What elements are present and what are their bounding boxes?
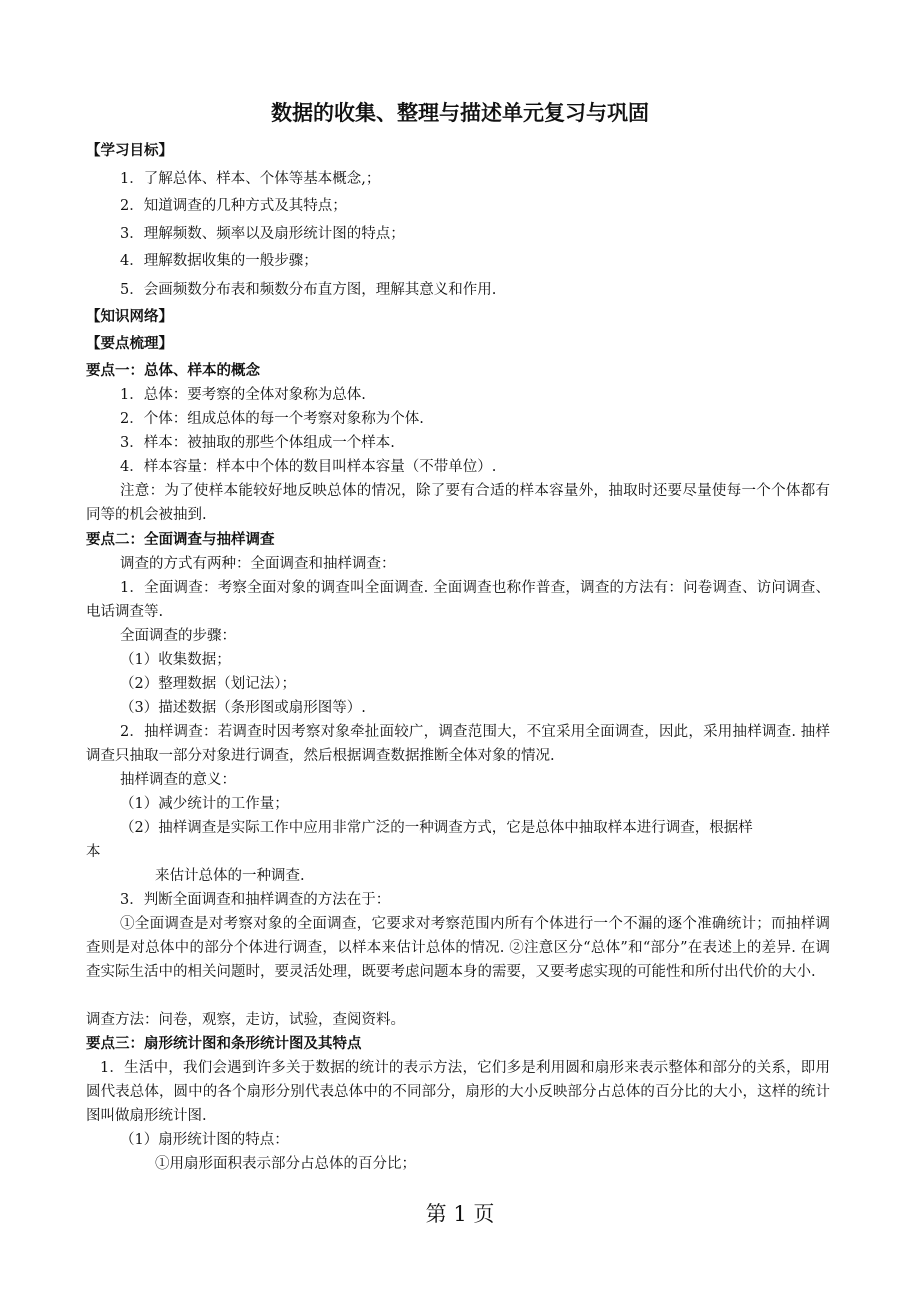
goal-item: 5．会画频数分布表和频数分布直方图，理解其意义和作用. [120,282,497,298]
step-item: （1）收集数据； [120,652,231,668]
pie-chart-sub-item: ①用扇形面积表示部分占总体的百分比； [155,1156,416,1172]
steps-title: 全面调查的步骤： [120,628,236,644]
meaning-item-cont: 本 [86,844,101,860]
pie-chart-sub: （1）扇形统计图的特点： [120,1132,289,1148]
heading-knowledge-network: 【知识网络】 [86,309,173,325]
section-title-point-3: 要点三：扇形统计图和条形统计图及其特点 [86,1036,362,1052]
section-title-point-2: 要点二：全面调查与抽样调查 [86,532,275,548]
judge-title: 3．判断全面调查和抽样调查的方法在于： [120,892,391,908]
full-survey-text: 1．全面调查：考察全面对象的调查叫全面调查. 全面调查也称作普查，调查的方法有：问卷调查、访问调查、电话调查等. [86,580,830,620]
survey-methods: 调查方法：问卷，观察，走访，试验，查阅资料。 [86,1012,405,1028]
step-item: （2）整理数据（划记法）； [120,676,296,692]
page-title: 数据的收集、整理与描述单元复习与巩固 [271,101,649,125]
sample-survey-text: 2．抽样调查：若调查时因考察对象牵扯面较广，调查范围大，不宜采用全面调查，因此，采用抽样调查. 抽样调查只抽取一部分对象进行调查，然后根据调查数据推断全体对象的情况. [86,724,830,764]
judge-text: ①全面调查是对考察对象的全面调查，它要求对考察范围内所有个体进行一个不漏的逐个准确统计；而抽样调查则是对总体中的部分个体进行调查，以样本来估计总体的情况. ②注意区分“总体”和“部分”在表述上的差异. 在调查实际生活中的相关问题时，要灵活处理，既要考虑问题本身的需要，又要考虑实现的可能性和所付出代价的大小. [86,916,830,980]
section-title-point-1: 要点一：总体、样本的概念 [86,363,260,379]
heading-key-points: 【要点梳理】 [86,336,173,352]
page-number: 第 1 页 [425,1202,495,1226]
heading-learning-goals: 【学习目标】 [86,143,173,159]
meaning-title: 抽样调查的意义： [120,772,236,788]
meaning-item-cont: 来估计总体的一种调查. [155,868,305,884]
meaning-item: （2）抽样调查是实际工作中应用非常广泛的一种调查方式，它是总体中抽取样本进行调查，根据样 [120,820,753,836]
goal-item: 1．了解总体、样本、个体等基本概念,； [120,171,381,187]
pie-chart-text: 1．生活中，我们会遇到许多关于数据的统计的表示方法，它们多是利用圆和扇形来表示整体和部分的关系，即用圆代表总体，圆中的各个扇形分别代表总体中的不同部分，扇形的大小反映部分占总体的百分比的大小，这样的统计图叫做扇形统计图. [86,1060,830,1124]
concept-item: 3．样本：被抽取的那些个体组成一个样本. [120,435,395,451]
goal-item: 2．知道调查的几种方式及其特点； [120,198,347,214]
goal-item: 4．理解数据收集的一般步骤； [120,253,318,269]
concept-item: 1．总体：要考察的全体对象称为总体. [120,387,366,403]
meaning-item: （1）减少统计的工作量； [120,796,289,812]
concept-item: 2．个体：组成总体的每一个考察对象称为个体. [120,411,424,427]
step-item: （3）描述数据（条形图或扇形图等）. [120,700,366,716]
survey-intro: 调查的方式有两种：全面调查和抽样调查： [120,556,396,572]
concept-note: 注意：为了使样本能较好地反映总体的情况，除了要有合适的样本容量外，抽取时还要尽量使每一个个体都有同等的机会被抽到. [86,483,830,523]
goal-item: 3．理解频数、频率以及扇形统计图的特点； [120,226,405,242]
concept-item: 4．样本容量：样本中个体的数目叫样本容量（不带单位）. [120,459,497,475]
